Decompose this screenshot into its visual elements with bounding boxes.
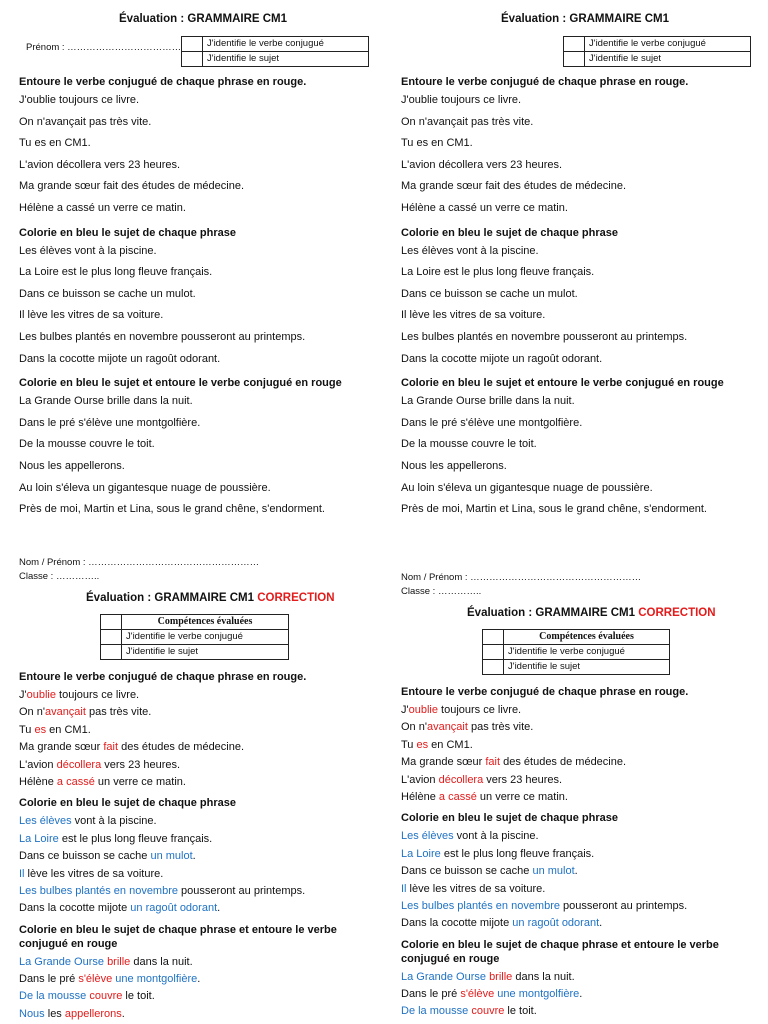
exercise-section [401,811,756,932]
verb-highlight: avançait [426,721,468,734]
skill-subject: J'identifie le sujet [504,660,670,675]
exercise-instruction: Colorie en bleu le sujet et entoure le verbe conjugué en rouge [19,377,342,390]
subject-highlight: Les élèves [401,830,454,843]
sentence-text: Tu [401,738,417,751]
nom-prenom-field: Nom / Prénom : ……………………………………………… [19,557,260,568]
sentence-text: en CM1. [46,723,91,736]
skill-verb: J'identifie le verbe conjugué [585,37,751,52]
subject-highlight: Les élèves [19,815,72,828]
verb-highlight: s'élève [460,988,495,1001]
subject-highlight: un mulot [532,865,575,878]
sentence: Tu es en CM1. [19,137,91,150]
sentence-text: . [192,850,196,863]
sentence [19,831,374,848]
sentence [401,1003,756,1020]
exercise-instruction: Colorie en bleu le sujet de chaque phrase [19,226,237,239]
sentence [19,988,374,1005]
exercise-section [401,375,761,522]
exercise-section [19,796,374,917]
sentence [401,789,756,806]
exercise-section [19,923,374,1024]
sentence-text: pas très vite. [467,721,534,734]
sentence [19,722,374,739]
classe-field: Classe : ………….. [19,571,100,582]
sentence-text: Hélène [401,790,439,803]
subject-highlight: Les bulbes plantés en novembre [401,899,560,912]
sentence-text: est le plus long fleuve français. [58,832,213,845]
sentence [19,739,374,756]
sentence [19,687,374,704]
sentence-text: Ma grande sœur [19,741,104,754]
verb-highlight: décollera [438,773,484,786]
sentence [401,828,756,845]
classe-field: Classe : ………….. [401,586,482,597]
sentence: L'avion décollera vers 23 heures. [401,158,563,171]
exercise-section [19,74,379,221]
subject-highlight: un ragoût odorant [512,917,600,930]
sentence: L'avion décollera vers 23 heures. [19,158,181,171]
sentence-text: L'avion [19,758,57,771]
skills-table [563,36,751,67]
sentence [401,969,756,986]
sentence-text: les [44,1007,65,1020]
competences-table [482,629,670,675]
subject-highlight: La Grande Ourse [19,955,104,968]
sentence [401,881,756,898]
sentence [19,757,374,774]
sentence [401,915,756,932]
exercise-section [19,670,374,791]
sentence-text: Hélène [19,775,57,788]
sentence-text: lève les vitres de sa voiture. [24,867,164,880]
sentence [401,846,756,863]
exercise-section [401,938,756,1021]
sentence-text: dans la nuit. [130,955,193,968]
exercise-section [19,375,379,522]
subject-highlight: De la mousse [19,990,87,1003]
exercise-instruction: Entoure le verbe conjugué de chaque phrase en rouge. [401,76,689,88]
exercise-section [19,225,379,372]
sentence-text: un verre ce matin. [476,790,568,803]
sentence [19,1006,374,1023]
sentence [401,772,756,789]
exercise-instruction: Entoure le verbe conjugué de chaque phrase en rouge. [19,671,307,683]
sentence-text: le toit. [504,1005,537,1018]
verb-highlight: décollera [56,758,102,771]
subject-highlight: La Loire [19,832,59,845]
verb-highlight: fait [485,756,501,769]
sentence: Près de moi, Martin et Lina, sous le grand chêne, s'endorment. [19,503,325,516]
correction-exercises [401,685,756,1021]
sentence [19,971,374,988]
sentence-text: vers 23 heures. [483,773,563,786]
sentence: Au loin s'éleva un gigantesque nuage de poussière. [19,481,271,494]
sentence-text: Dans ce buisson se cache [19,850,151,863]
sheet-title: Évaluation : GRAMMAIRE CM1 [119,13,288,25]
sentence [19,813,374,830]
sentence [19,900,374,917]
prenom-field: Prénom : ……………………………… [26,42,182,53]
nom-prenom-field: Nom / Prénom : ……………………………………………… [401,572,642,583]
sentence [401,737,756,754]
sentence-text: Dans la cocotte mijote [401,917,513,930]
skills-table [181,36,369,67]
verb-highlight: couvre [471,1005,505,1018]
sentence-text: Dans le pré [401,988,461,1001]
sentence-text: vers 23 heures. [101,758,181,771]
verb-highlight: avançait [44,706,86,719]
sentence [401,863,756,880]
sentence: On n'avançait pas très vite. [401,115,534,128]
sentence [19,704,374,721]
exercise-section [401,225,761,372]
verb-highlight: es [416,738,429,751]
sentence-text: toujours ce livre. [55,689,140,701]
sentence: Dans le pré s'élève une montgolfière. [19,416,201,429]
subject-highlight: une montgolfière [497,988,580,1001]
subject-highlight: Les bulbes plantés en novembre [19,884,178,897]
sentence [19,866,374,883]
subject-highlight: un mulot [150,850,193,863]
exercises [19,74,379,522]
sentence: La Loire est le plus long fleuve français. [401,266,595,279]
sheet-title: Évaluation : GRAMMAIRE CM1 [501,13,670,25]
sentence-text: le toit. [122,990,155,1003]
sentence [401,754,756,771]
skill-verb: J'identifie le verbe conjugué [504,645,670,660]
exercise-instruction: Colorie en bleu le sujet de chaque phrase [19,797,237,810]
verb-highlight: oublie [408,704,438,716]
sentence: La Grande Ourse brille dans la nuit. [401,395,575,408]
sentence [401,719,756,736]
subject-highlight: Nous [19,1007,45,1020]
title-text: Évaluation : GRAMMAIRE CM1 [86,592,255,604]
sentence-text: pousseront au printemps. [560,899,688,912]
exercise-section [401,74,761,221]
sentence: Dans le pré s'élève une montgolfière. [401,416,583,429]
subject-highlight: De la mousse [401,1005,469,1018]
sentence: Ma grande sœur fait des études de médecine. [19,180,245,193]
sentence-text: en CM1. [428,738,473,751]
skill-verb: J'identifie le verbe conjugué [203,37,369,52]
sentence-text: Dans la cocotte mijote [19,902,131,915]
sentence: J'oublie toujours ce livre. [19,94,140,106]
sentence-text: Tu [19,723,35,736]
verb-highlight: a cassé [56,775,95,788]
exercise-instruction: Colorie en bleu le sujet de chaque phrase [401,226,619,239]
sentence: Nous les appellerons. [401,459,507,472]
verb-highlight: brille [107,955,131,968]
skill-subject: J'identifie le sujet [585,52,751,67]
verb-highlight: a cassé [438,790,477,803]
exercise-instruction: Colorie en bleu le sujet de chaque phrase [401,812,619,825]
sentence-text: L'avion [401,773,439,786]
exercise-instruction: Entoure le verbe conjugué de chaque phrase en rouge. [19,76,307,88]
sentence: Ma grande sœur fait des études de médecine. [401,180,627,193]
sentence: De la mousse couvre le toit. [19,438,155,451]
competences-table [100,614,289,660]
skill-verb: J'identifie le verbe conjugué [122,630,289,645]
sentence-text: des études de médecine. [118,741,245,754]
sentence-text: J' [401,704,409,716]
correction-label: CORRECTION [638,607,716,619]
subject-highlight: un ragoût odorant [130,902,218,915]
sentence-text: Ma grande sœur [401,756,486,769]
title-text: Évaluation : GRAMMAIRE CM1 [467,607,636,619]
correction-label: CORRECTION [257,592,335,604]
sentence-text: Dans ce buisson se cache [401,865,533,878]
sentence-text: pas très vite. [85,706,152,719]
sentence: Hélène a cassé un verre ce matin. [401,201,568,214]
competences-header: Compétences évaluées [504,630,670,645]
sentence: Dans la cocotte mijote un ragoût odorant. [19,352,221,365]
subject-highlight: Il [19,867,25,880]
sentence: Il lève les vitres de sa voiture. [19,309,164,322]
verb-highlight: es [34,723,47,736]
sentence: La Loire est le plus long fleuve français. [19,266,213,279]
subject-highlight: La Grande Ourse [401,970,486,983]
sentence [401,702,756,719]
sentence-text: est le plus long fleuve français. [440,847,595,860]
skill-subject: J'identifie le sujet [122,645,289,660]
correction-exercises [19,670,374,1023]
sentence: Les bulbes plantés en novembre pousseront au printemps. [401,330,688,343]
sentence: Les élèves vont à la piscine. [401,244,539,257]
sentence-text: . [217,902,221,915]
exercises [401,74,761,522]
sentence: J'oublie toujours ce livre. [401,94,522,106]
subject-highlight: une montgolfière [115,973,198,986]
exercise-instruction: Colorie en bleu le sujet de chaque phrase et entoure le verbe conjugué en rouge [19,923,337,950]
verb-highlight: oublie [26,689,56,701]
sentence-text: J' [19,689,27,701]
sentence-text: pousseront au printemps. [178,884,306,897]
sentence-text: dans la nuit. [512,970,575,983]
sentence-text: . [197,973,201,986]
sentence [19,954,374,971]
exercise-section [401,685,756,806]
sentence: Les bulbes plantés en novembre pousseront au printemps. [19,330,306,343]
sentence-text: . [121,1007,125,1020]
sentence [19,883,374,900]
verb-highlight: s'élève [78,973,113,986]
sentence: Dans ce buisson se cache un mulot. [401,287,578,300]
sentence-text: Dans le pré [19,973,79,986]
sentence-text: On n' [401,721,427,734]
sentence-text: lève les vitres de sa voiture. [406,882,546,895]
sentence: Il lève les vitres de sa voiture. [401,309,546,322]
sentence: Hélène a cassé un verre ce matin. [19,201,186,214]
sentence [19,848,374,865]
skill-subject: J'identifie le sujet [203,52,369,67]
sentence: Dans ce buisson se cache un mulot. [19,287,196,300]
sentence-text: On n' [19,706,45,719]
subject-highlight: Il [401,882,407,895]
sentence-text: toujours ce livre. [437,704,522,716]
sentence: Dans la cocotte mijote un ragoût odorant. [401,352,603,365]
correction-title [86,592,335,604]
sentence: On n'avançait pas très vite. [19,115,152,128]
sentence [401,986,756,1003]
sentence-text: . [579,988,583,1001]
sentence: De la mousse couvre le toit. [401,438,537,451]
exercise-instruction: Entoure le verbe conjugué de chaque phrase en rouge. [401,686,689,698]
sentence [401,898,756,915]
verb-highlight: couvre [89,990,123,1003]
sentence-text: vont à la piscine. [71,815,157,828]
sentence: Nous les appellerons. [19,459,125,472]
sentence-text: vont à la piscine. [453,830,539,843]
sentence-text: un verre ce matin. [94,775,186,788]
sentence: Près de moi, Martin et Lina, sous le grand chêne, s'endorment. [401,503,707,516]
subject-highlight: La Loire [401,847,441,860]
correction-title [467,607,716,619]
competences-header: Compétences évaluées [122,615,289,630]
sentence [19,774,374,791]
verb-highlight: brille [489,970,513,983]
sentence: Les élèves vont à la piscine. [19,244,157,257]
verb-highlight: appellerons [64,1007,122,1020]
sentence: La Grande Ourse brille dans la nuit. [19,395,193,408]
exercise-instruction: Colorie en bleu le sujet et entoure le verbe conjugué en rouge [401,377,724,390]
sentence-text: . [599,917,603,930]
sentence: Au loin s'éleva un gigantesque nuage de poussière. [401,481,653,494]
sentence: Tu es en CM1. [401,137,473,150]
exercise-instruction: Colorie en bleu le sujet de chaque phrase et entoure le verbe conjugué en rouge [401,938,719,965]
sentence-text: des études de médecine. [500,756,627,769]
sentence-text: . [574,865,578,878]
verb-highlight: fait [103,741,119,754]
